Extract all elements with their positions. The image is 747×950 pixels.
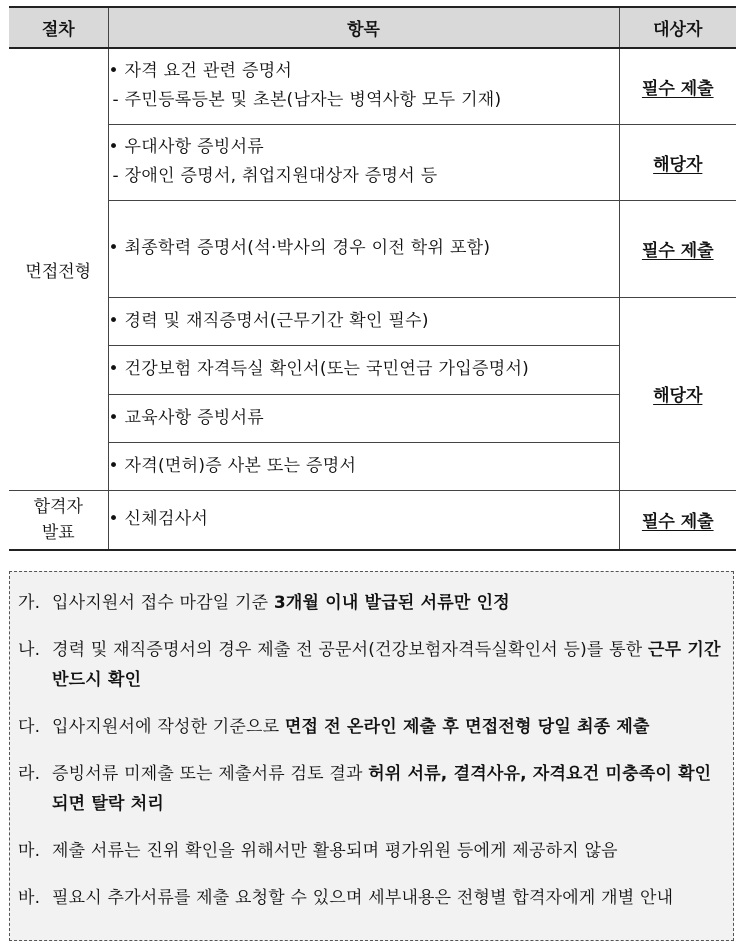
procedure-cell: 면접전형	[9, 48, 108, 490]
item-cell: • 교육사항 증빙서류	[108, 394, 619, 442]
item-title: • 자격 요건 관련 증명서	[108, 61, 293, 82]
target-cell: 해당자	[619, 297, 736, 490]
table-row	[9, 490, 736, 550]
note-item	[10, 588, 733, 618]
note-item	[10, 759, 733, 819]
note-label: 나.	[18, 640, 41, 660]
item-cell	[108, 124, 619, 200]
note-label: 가.	[18, 593, 41, 613]
note-text: 필요시 추가서류를 제출 요청할 수 있으며 세부내용은 전형별 합격자에게 개별 안내	[52, 888, 674, 908]
item-cell: • 신체검사서	[108, 490, 619, 550]
item-detail: - 장애인 증명서, 취업지원대상자 증명서 등	[112, 166, 438, 186]
note-label: 라.	[18, 764, 41, 784]
note-item	[10, 836, 733, 866]
note-emphasis: 3개월 이내 발급된 서류만 인정	[273, 593, 510, 613]
note-text: 제출 서류는 진위 확인을 위해서만 활용되며 평가위원 등에게 제공하지 않음	[52, 841, 618, 861]
documents-table	[9, 6, 736, 551]
procedure-line: 합격자	[33, 496, 83, 517]
target-cell: 필수 제출	[619, 490, 736, 550]
note-item	[10, 635, 733, 695]
item-cell: • 최종학력 증명서(석·박사의 경우 이전 학위 포함)	[108, 200, 619, 297]
table-row	[9, 297, 736, 345]
target-cell: 필수 제출	[619, 200, 736, 297]
note-text: 증빙서류 미제출 또는 제출서류 검토 결과	[52, 764, 369, 784]
note-text: 입사지원서에 작성한 기준으로	[52, 717, 285, 737]
procedure-line: 발표	[41, 522, 75, 543]
note-item	[10, 712, 733, 742]
note-label: 다.	[18, 717, 41, 737]
table-header-row	[9, 7, 736, 48]
procedure-cell	[9, 490, 108, 550]
header-item: 항목	[108, 7, 619, 48]
item-cell: • 경력 및 재직증명서(근무기간 확인 필수)	[108, 297, 619, 345]
note-emphasis: 면접 전 온라인 제출 후 면접전형 당일 최종 제출	[284, 717, 650, 737]
table-row	[9, 124, 736, 200]
note-label: 바.	[18, 888, 41, 908]
note-text: 경력 및 재직증명서의 경우 제출 전 공문서(건강보험자격득실확인서 등)를 통한	[52, 640, 649, 660]
table-row	[9, 48, 736, 124]
item-cell: • 건강보험 자격득실 확인서(또는 국민연금 가입증명서)	[108, 345, 619, 394]
item-detail: - 주민등록등본 및 초본(남자는 병역사항 모두 기재)	[112, 90, 502, 111]
note-item	[10, 883, 733, 913]
item-cell	[108, 48, 619, 124]
note-label: 마.	[18, 841, 41, 861]
note-emphasis: 근무 기간 반드시 확인	[52, 640, 721, 690]
table-row	[9, 200, 736, 297]
note-text: 입사지원서 접수 마감일 기준	[52, 593, 274, 613]
item-title: • 우대사항 증빙서류	[108, 137, 265, 157]
notes-box	[9, 571, 734, 941]
header-procedure: 절차	[9, 7, 108, 48]
item-cell: • 자격(면허)증 사본 또는 증명서	[108, 442, 619, 490]
note-emphasis: 허위 서류, 결격사유, 자격요건 미충족이 확인되면 탈락 처리	[52, 764, 712, 814]
target-cell: 필수 제출	[619, 48, 736, 124]
header-target: 대상자	[619, 7, 736, 48]
target-cell: 해당자	[619, 124, 736, 200]
